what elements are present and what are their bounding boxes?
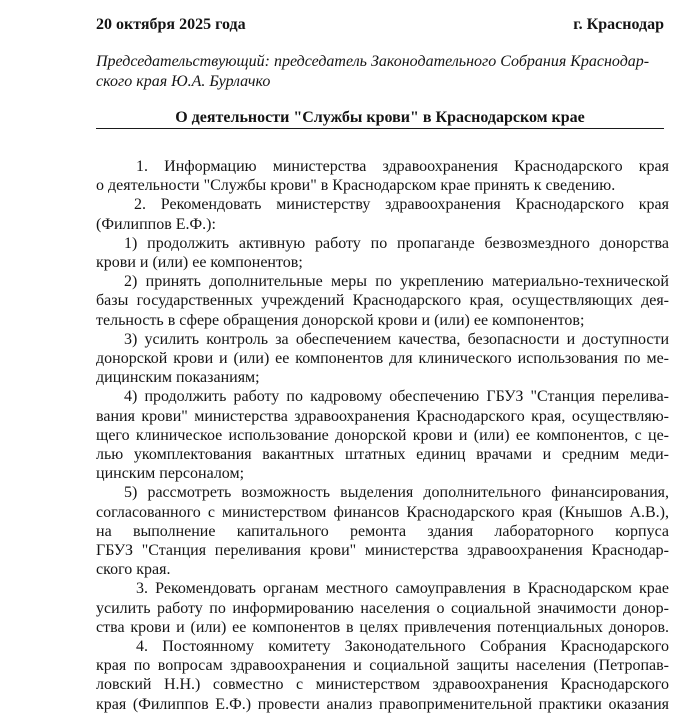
body-line: 2) принять дополнительные меры по укреплению материально-технической	[124, 273, 669, 291]
body-line: донорской крови и (или) ее компонентов для клинического использования по ме-	[96, 350, 669, 368]
body-line: 3. Рекомендовать органам местного самоуправления в Краснодарском крае	[136, 580, 669, 598]
body-line: 1) продолжить активную работу по пропаганде безвозмездного донорства	[124, 234, 669, 252]
body-line: вания крови" министерства здравоохранения Краснодарского края, осуществляю-	[96, 407, 669, 425]
body-line: ловский Н.Н.) совместно с министерством здравоохранения Краснодарского	[96, 676, 669, 694]
body-line: базы государственных учреждений Краснодарского края, осуществляющих дея-	[96, 292, 669, 310]
body-line: щего клиническое использование донорской крови и (или) ее компонентов, с це-	[96, 426, 669, 444]
body-line: 4) продолжить работу по кадровому обеспечению ГБУЗ "Станция перелива-	[124, 388, 669, 406]
body-line: (Филиппов Е.Ф.):	[96, 215, 216, 233]
body-line: согласованного с министерством финансов Краснодарского края (Кнышов А.В.),	[96, 503, 669, 521]
body-line: крови и (или) ее компонентов;	[96, 254, 303, 272]
presiding-line-2: ского края Ю.А. Бурлачко	[96, 73, 271, 90]
body-line: тельность в сфере обращения донорской крови и (или) ее компонентов;	[96, 311, 585, 329]
body-line: 1. Информацию министерства здравоохранения Краснодарского края	[136, 158, 669, 175]
resolution-body	[96, 157, 669, 714]
body-line: на выполнение капитального ремонта здания лабораторного корпуса	[96, 522, 669, 540]
body-line: ского края.	[96, 561, 171, 579]
body-line: края по вопросам здравоохранения и социальной защиты населения (Петропав-	[96, 657, 669, 675]
body-line: ства крови и (или) ее компонентов в целях привлечения потенциальных доноров.	[96, 618, 669, 636]
body-line: цинским персоналом;	[96, 465, 245, 483]
body-line: 4. Постоянному комитету Законодательного Собрания Краснодарского	[136, 638, 669, 656]
body-line: о деятельности "Службы крови" в Краснодарском крае принять к сведению.	[96, 177, 616, 195]
presiding-line-1: Председательствующий: председатель Законодательного Собрания Краснодар-	[96, 53, 650, 70]
document-city: г. Краснодар	[573, 16, 664, 33]
body-line: 3) усилить контроль за обеспечением качества, безопасности и доступности	[124, 330, 669, 348]
document-header	[96, 14, 664, 36]
document-date: 20 октября 2025 года	[96, 16, 246, 33]
body-line: усилить работу по информированию населения о социальной значимости доноp-	[96, 599, 669, 617]
body-line: края (Филиппов Е.Ф.) провести анализ правоприменительной практики оказания	[96, 695, 669, 713]
body-line: 2. Рекомендовать министерству здравоохранения Краснодарского края	[134, 196, 669, 214]
document-title: О деятельности "Службы крови" в Краснодарском крае	[96, 108, 664, 129]
body-line: ГБУЗ "Станция переливания крови" министерства здравоохранения Краснодар-	[96, 542, 669, 560]
presiding-officer	[96, 52, 664, 92]
body-line: лью укомплектования вакантных штатных единиц врачами и средним меди-	[96, 446, 669, 464]
body-line: дицинским показаниям;	[96, 369, 260, 387]
body-line: 5) рассмотреть возможность выделения дополнительного финансирования,	[124, 484, 669, 502]
